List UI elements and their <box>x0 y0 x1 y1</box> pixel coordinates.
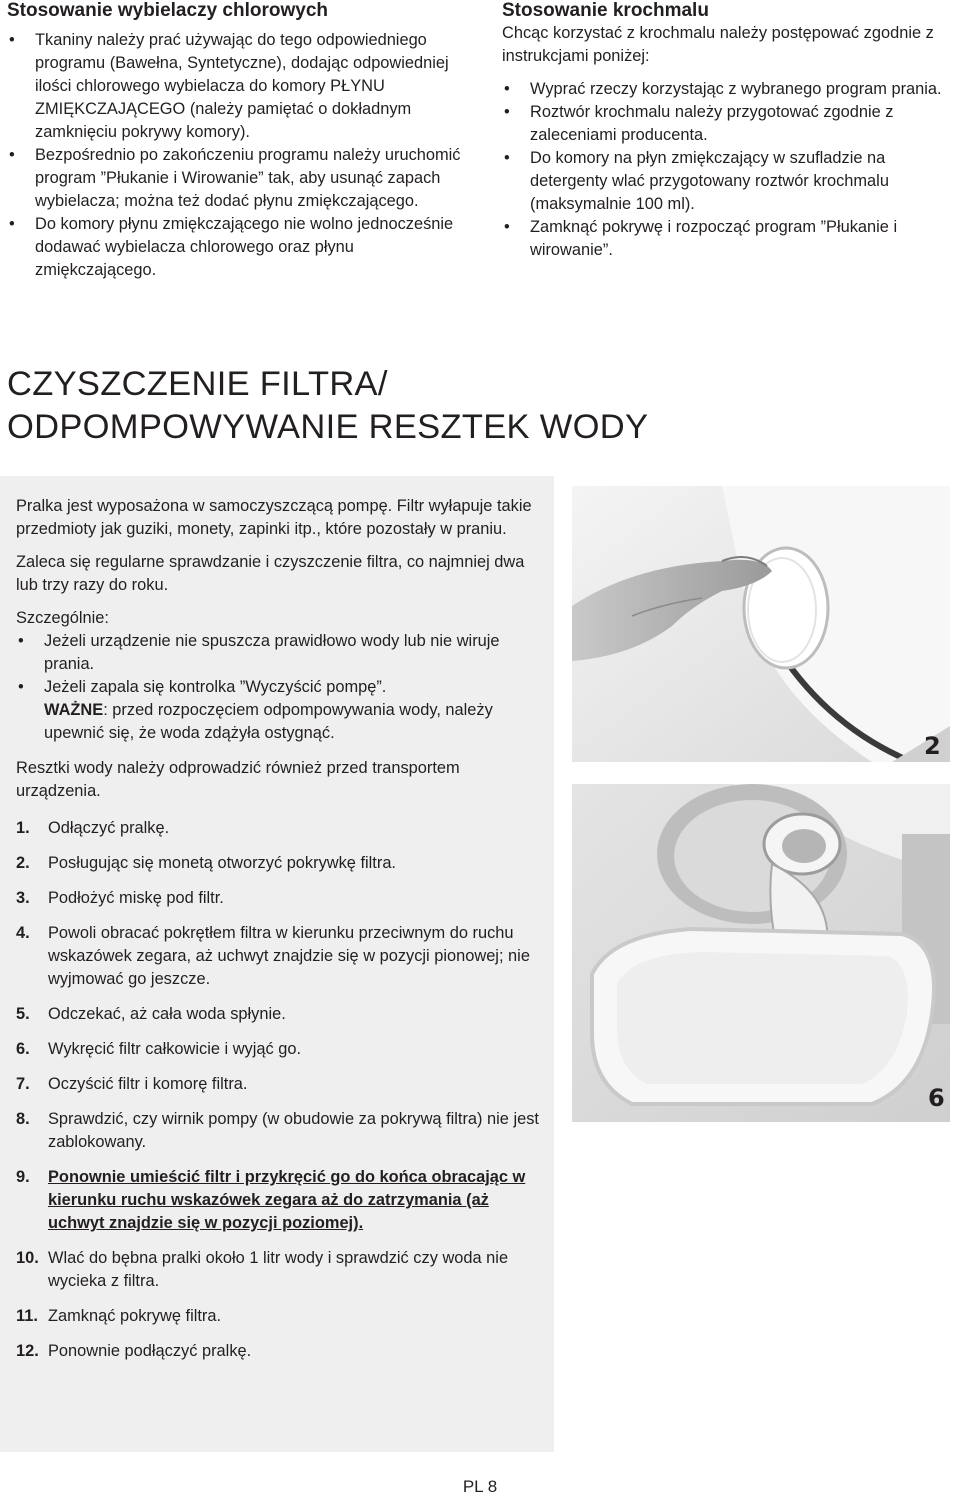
starch-section-title: Stosowanie krochmalu <box>502 0 709 21</box>
step-text: Wykręcić filtr całkowicie i wyjąć go. <box>48 1040 302 1058</box>
filter-removed-photo <box>572 784 950 1122</box>
step-text: Zamknąć pokrywę filtra. <box>48 1307 222 1325</box>
figure-number: 6 <box>928 1084 945 1112</box>
filter-step <box>16 1340 544 1363</box>
step-number: 9. <box>16 1168 30 1186</box>
bleach-bullet: • Tkaniny należy prać używając do tego odpowiedniego programu (Bawełna, Syntetyczne), dodając odpowiedniej ilości chlorowego wybielacza do komory PŁYNU ZMIĘKCZAJĄCEGO (należy pamiętać o dokładnym zamknięciu pokrywy komory). <box>7 29 477 144</box>
starch-bullet: • Wyprać rzeczy korzystając z wybranego program prania. <box>502 78 954 101</box>
page-title-line-1: CZYSZCZENIE FILTRA/ <box>7 365 388 403</box>
step-text: Podłożyć miskę pod filtr. <box>48 889 224 907</box>
bleach-section <box>7 0 477 282</box>
filter-condition-list <box>16 630 544 745</box>
step-number: 12. <box>16 1342 39 1360</box>
step-number: 8. <box>16 1110 30 1128</box>
step-text: Sprawdzić, czy wirnik pompy (w obudowie za pokrywą filtra) nie jest zablokowany. <box>48 1110 539 1151</box>
filter-step <box>16 1305 544 1328</box>
filter-step <box>16 1108 544 1154</box>
step-text: Odczekać, aż cała woda spłynie. <box>48 1005 286 1023</box>
starch-section <box>502 0 954 262</box>
bleach-bullet: • Bezpośrednio po zakończeniu programu należy uruchomić program ”Płukanie i Wirowanie” tak, aby usunąć zapach wybielacza; można też dodać płynu zmiękczającego. <box>7 144 477 213</box>
step-text: Oczyścić filtr i komorę filtra. <box>48 1075 248 1093</box>
step-number: 11. <box>16 1307 38 1325</box>
step-text: Odłączyć pralkę. <box>48 819 170 837</box>
filter-step <box>16 922 544 991</box>
filter-steps-list <box>16 817 544 1363</box>
starch-bullet: • Zamknąć pokrywę i rozpocząć program ”Płukanie i wirowanie”. <box>502 216 954 262</box>
step-text: Ponownie umieścić filtr i przykręcić go do końca obracając w kierunku ruchu wskazówek zegara aż do zatrzymania (aż uchwyt znajdzie się w pozycji poziomej). <box>48 1168 526 1232</box>
filter-step <box>16 1003 544 1026</box>
hand-opening-filter-cover-illustration <box>572 486 950 762</box>
figure-number: 2 <box>924 732 941 760</box>
bleach-section-title: Stosowanie wybielaczy chlorowych <box>7 0 328 21</box>
filter-condition-bullet: • Jeżeli urządzenie nie spuszcza prawidłowo wody lub nie wiruje prania. <box>16 630 544 676</box>
filter-instructions <box>16 495 544 1375</box>
filter-step-important <box>16 1166 544 1235</box>
filter-para-especially: Szczególnie: <box>16 609 109 627</box>
important-label: WAŻNE <box>44 701 104 719</box>
page-title <box>7 363 907 449</box>
important-text: : przed rozpoczęciem odpompowywania wody, należy upewnić się, że woda zdążyła ostygnąć. <box>44 701 493 742</box>
starch-bullet: • Roztwór krochmalu należy przygotować zgodnie z zaleceniami producenta. <box>502 101 954 147</box>
filter-cover-photo <box>572 486 950 762</box>
step-text: Powoli obracać pokrętłem filtra w kierunku przeciwnym do ruchu wskazówek zegara, aż uchwyt znajdzie się w pozycji pionowej; nie wyjmować go jeszcze. <box>48 924 530 988</box>
starch-intro: Chcąc korzystać z krochmalu należy postępować zgodnie z instrukcjami poniżej: <box>502 24 934 65</box>
step-number: 5. <box>16 1005 30 1023</box>
filter-step <box>16 1038 544 1061</box>
filter-para-intro: Pralka jest wyposażona w samoczyszczącą pompę. Filtr wyłapuje takie przedmioty jak guziki, monety, zapinki itp., które pozostały w praniu. <box>16 497 532 538</box>
step-number: 3. <box>16 889 30 907</box>
filter-step <box>16 1247 544 1293</box>
filter-step <box>16 852 544 875</box>
step-number: 7. <box>16 1075 30 1093</box>
filter-condition-bullet <box>16 676 544 745</box>
page-number: PL 8 <box>462 1477 498 1496</box>
bleach-bullet: • Do komory płynu zmiękczającego nie wolno jednocześnie dodawać wybielacza chlorowego oraz płynu zmiękczającego. <box>7 213 477 282</box>
step-text: Posługując się monetą otworzyć pokrywkę filtra. <box>48 854 396 872</box>
bleach-bullet-list <box>7 29 477 282</box>
filter-and-tray-illustration <box>572 784 950 1122</box>
filter-step <box>16 1073 544 1096</box>
filter-step <box>16 817 544 840</box>
step-number: 6. <box>16 1040 30 1058</box>
step-number: 1. <box>16 819 30 837</box>
starch-bullet-list <box>502 78 954 262</box>
step-text: Wlać do bębna pralki około 1 litr wody i sprawdzić czy woda nie wycieka z filtra. <box>48 1249 509 1290</box>
page-title-line-2: ODPOMPOWYWANIE RESZTEK WODY <box>7 408 649 446</box>
filter-para-recommendation: Zaleca się regularne sprawdzanie i czyszczenie filtra, co najmniej dwa lub trzy razy do roku. <box>16 553 525 594</box>
filter-para-transport: Resztki wody należy odprowadzić również przed transportem urządzenia. <box>16 759 460 800</box>
step-number: 10. <box>16 1249 39 1267</box>
step-number: 2. <box>16 854 30 872</box>
step-number: 4. <box>16 924 30 942</box>
step-text: Ponownie podłączyć pralkę. <box>48 1342 252 1360</box>
filter-condition-text: Jeżeli zapala się kontrolka ”Wyczyścić pompę”. <box>44 678 387 696</box>
starch-bullet: • Do komory na płyn zmiękczający w szufladzie na detergenty wlać przygotowany roztwór krochmalu (maksymalnie 100 ml). <box>502 147 954 216</box>
filter-step <box>16 887 544 910</box>
